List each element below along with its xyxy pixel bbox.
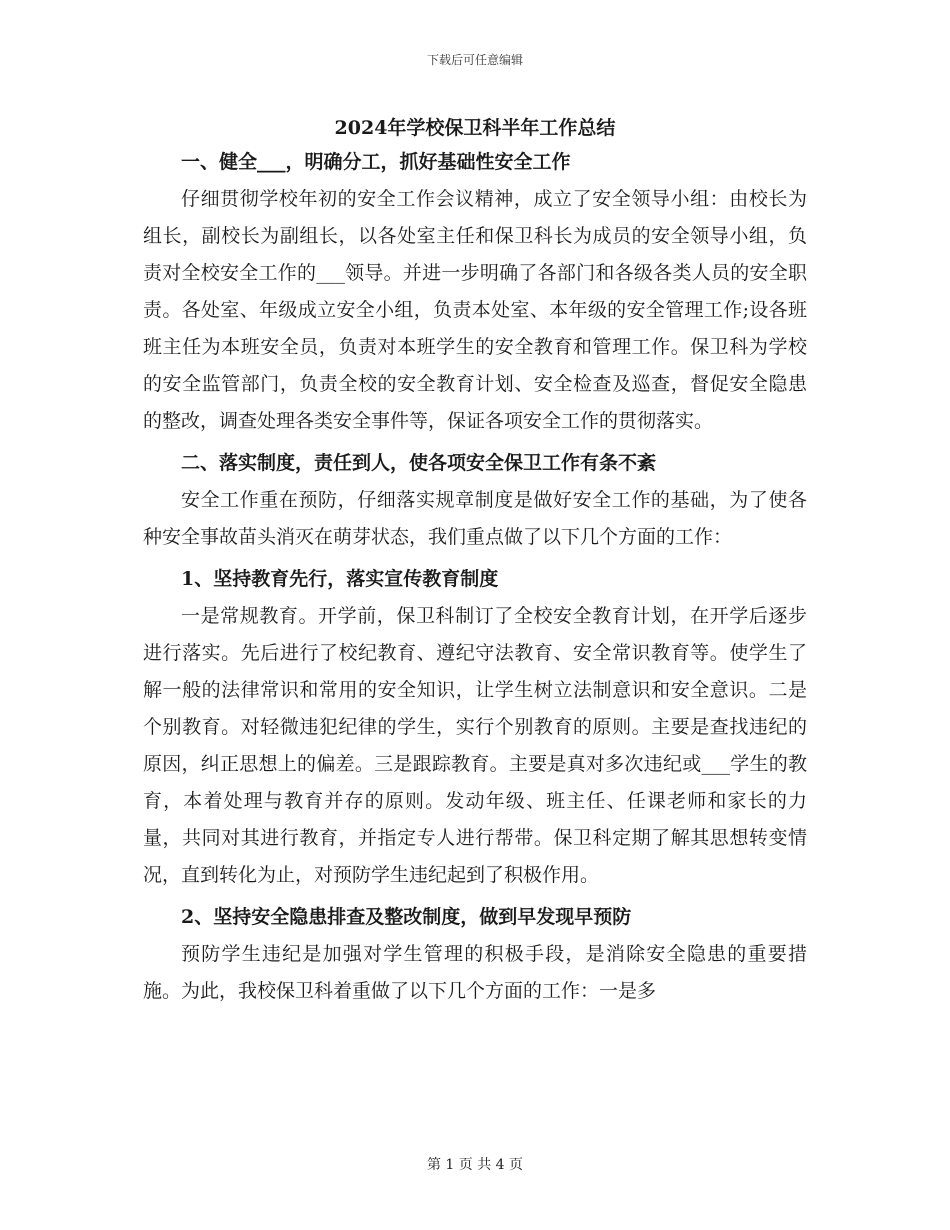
document-body bbox=[143, 112, 807, 1010]
paragraph-1: 仔细贯彻学校年初的安全工作会议精神，成立了安全领导小组：由校长为组长，副校长为副组长，以各处室主任和保卫科长为成员的安全领导小组，负责对全校安全工作的___领导。并进一步明确了各部门和各级各类人员的安全职责。各处室、年级成立安全小组，负责本处室、本年级的安全管理工作;设各班班主任为本班安全员，负责对本班学生的安全教育和管理工作。保卫科为学校的安全监管部门，负责全校的安全教育计划、安全检查及巡查，督促安全隐患的整改，调查处理各类安全事件等，保证各项安全工作的贯彻落实。 bbox=[143, 188, 807, 432]
subsection-heading-2: 2、坚持安全隐患排查及整改制度，做到早发现早预防 bbox=[181, 906, 632, 928]
document-title: 2024年学校保卫科半年工作总结 bbox=[334, 117, 616, 139]
subsection-heading-1: 1、坚持教育先行，落实宣传教育制度 bbox=[181, 568, 499, 590]
section-heading-1: 一、健全___，明确分工，抓好基础性安全工作 bbox=[181, 151, 571, 173]
page-header-note: 下载后可任意编辑 bbox=[426, 53, 523, 67]
paragraph-4: 预防学生违纪是加强对学生管理的积极手段，是消除安全隐患的重要措施。为此，我校保卫科着重做了以下几个方面的工作：一是多 bbox=[143, 943, 807, 1002]
paragraph-2: 安全工作重在预防，仔细落实规章制度是做好安全工作的基础，为了使各种安全事故苗头消灭在萌芽状态，我们重点做了以下几个方面的工作： bbox=[143, 489, 807, 548]
section-heading-2: 二、落实制度，责任到人，使各项安全保卫工作有条不紊 bbox=[181, 452, 657, 474]
page-number: 第 1 页 共 4 页 bbox=[426, 1157, 524, 1173]
paragraph-3: 一是常规教育。开学前，保卫科制订了全校安全教育计划，在开学后逐步进行落实。先后进行了校纪教育、遵纪守法教育、安全常识教育等。使学生了解一般的法律常识和常用的安全知识，让学生树立法制意识和安全意识。二是个别教育。对轻微违犯纪律的学生，实行个别教育的原则。主要是查找违纪的原因，纠正思想上的偏差。三是跟踪教育。主要是真对多次违纪或___学生的教育，本着处理与教育并存的原则。发动年级、班主任、任课老师和家长的力量，共同对其进行教育，并指定专人进行帮带。保卫科定期了解其思想转变情况，直到转化为止，对预防学生违纪起到了积极作用。 bbox=[143, 605, 807, 886]
